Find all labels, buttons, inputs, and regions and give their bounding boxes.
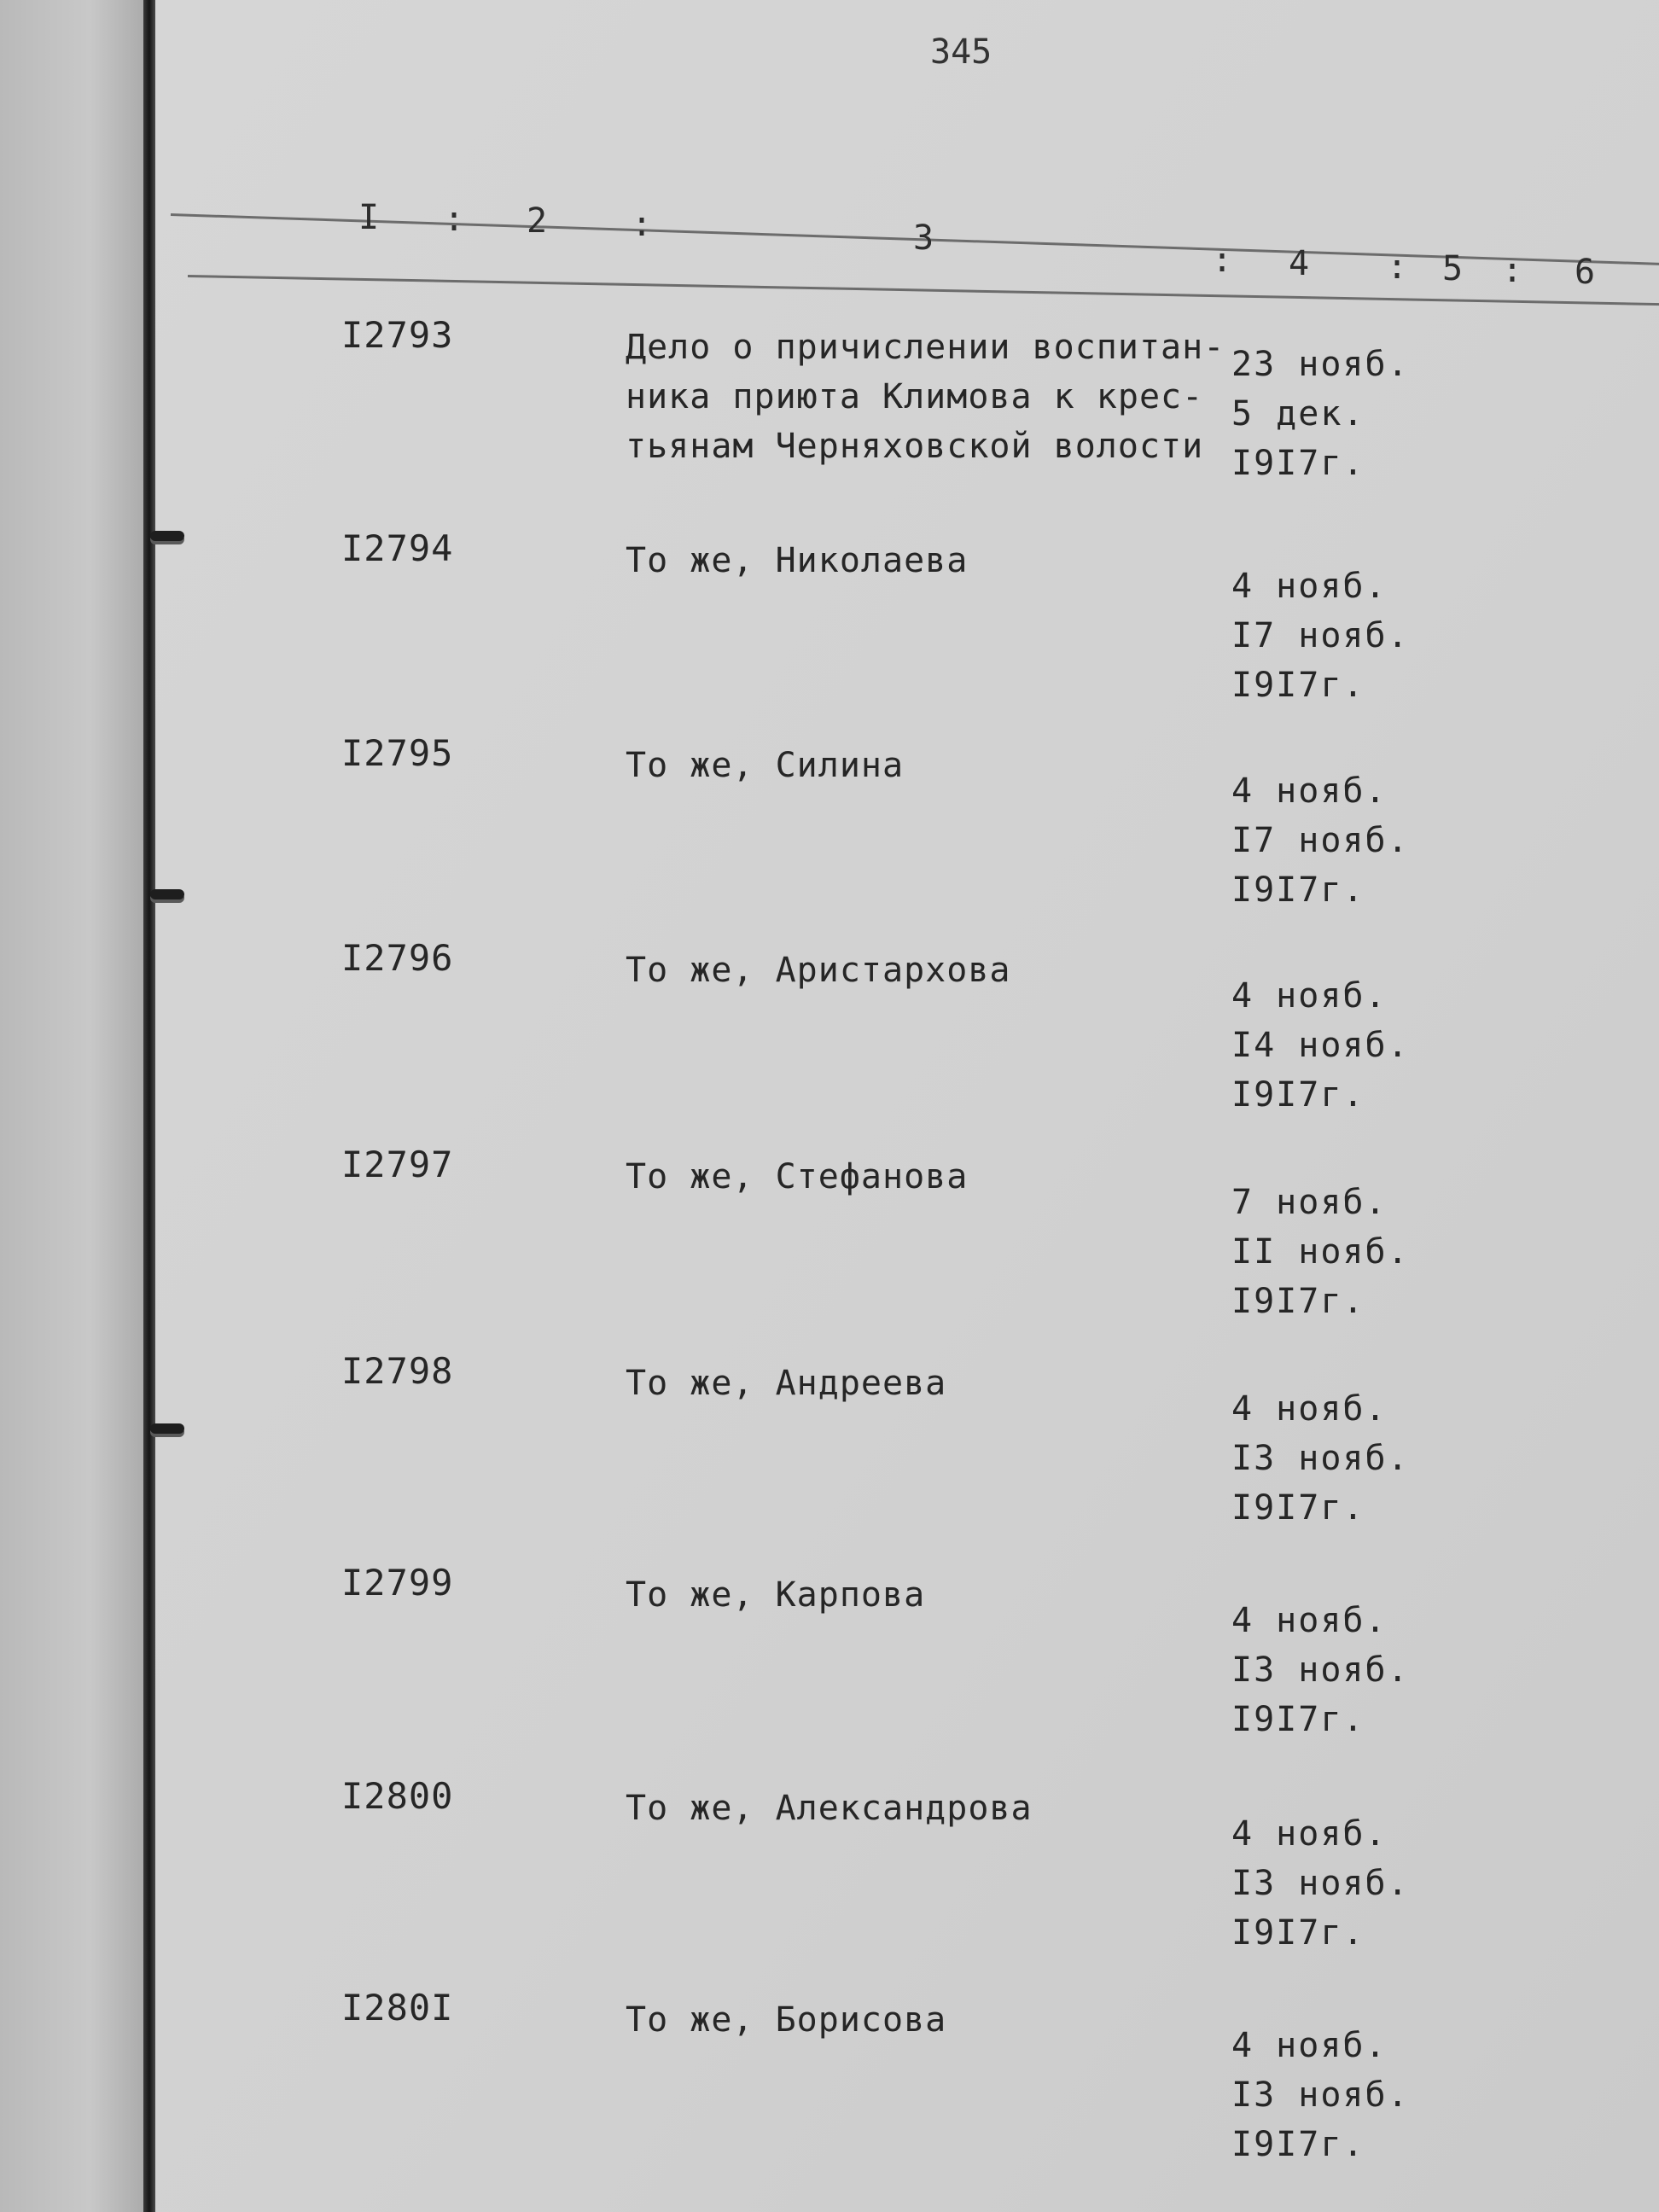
file-number: I2793 [341,314,454,356]
column-separator: : [632,205,653,244]
file-number: I2800 [341,1775,454,1817]
column-header-2: 2 [527,201,548,241]
file-dates: 23 нояб. 5 дек. I9I7г. [1231,345,1410,483]
file-title: То же, Андреева [626,1364,947,1403]
file-number: I2799 [341,1562,454,1604]
file-dates: 4 нояб. I3 нояб. I9I7г. [1231,2026,1410,2164]
file-dates: 4 нояб. I4 нояб. I9I7г. [1231,976,1410,1115]
binding-staple [150,1423,184,1434]
file-title: Дело о причислении воспитан- ника приюта Климова к крес- тьянам Черняховской волости [626,328,1225,466]
list-item [154,314,1659,510]
file-title: То же, Карпова [626,1575,926,1615]
file-title: То же, Стефанова [626,1157,969,1196]
file-dates: 4 нояб. I7 нояб. I9I7г. [1231,771,1410,910]
list-item [154,937,1659,1133]
column-header-6: 6 [1575,253,1596,292]
list-item [154,1775,1659,1971]
file-number: I2796 [341,937,454,979]
page-number: 345 [930,32,992,72]
file-dates: 7 нояб. II нояб. I9I7г. [1231,1183,1410,1321]
list-item [154,732,1659,928]
file-number: I280I [341,1987,454,2029]
column-separator: : [1212,241,1233,280]
binding-staple [150,531,184,541]
list-item [154,1144,1659,1340]
file-dates: 4 нояб. I7 нояб. I9I7г. [1231,567,1410,705]
column-header-3: 3 [913,218,934,258]
file-title: То же, Борисова [626,2000,947,2040]
file-number: I2797 [341,1144,454,1185]
column-header-5: 5 [1442,249,1464,288]
list-item [154,1350,1659,1546]
file-number: I2795 [341,732,454,774]
list-item [154,1562,1659,1758]
file-title: То же, Александрова [626,1789,1033,1828]
file-dates: 4 нояб. I3 нояб. I9I7г. [1231,1814,1410,1953]
header-bottom-rule [188,275,1659,306]
file-dates: 4 нояб. I3 нояб. I9I7г. [1231,1601,1410,1739]
file-title: То же, Николаева [626,541,969,580]
adjacent-page [0,0,149,2212]
list-item [154,527,1659,724]
list-item [154,1987,1659,2183]
column-separator: : [1502,251,1523,290]
binding-staple [150,889,184,899]
file-number: I2794 [341,527,454,569]
file-dates: 4 нояб. I3 нояб. I9I7г. [1231,1389,1410,1528]
binding-spine [143,0,155,2212]
column-header-4: 4 [1289,244,1310,283]
file-title: То же, Аристархова [626,951,1011,990]
file-number: I2798 [341,1350,454,1392]
document-page [154,0,1659,2212]
column-header-1: I [358,198,380,237]
column-separator: : [444,200,465,239]
column-separator: : [1387,247,1408,287]
file-title: То же, Силина [626,746,905,785]
